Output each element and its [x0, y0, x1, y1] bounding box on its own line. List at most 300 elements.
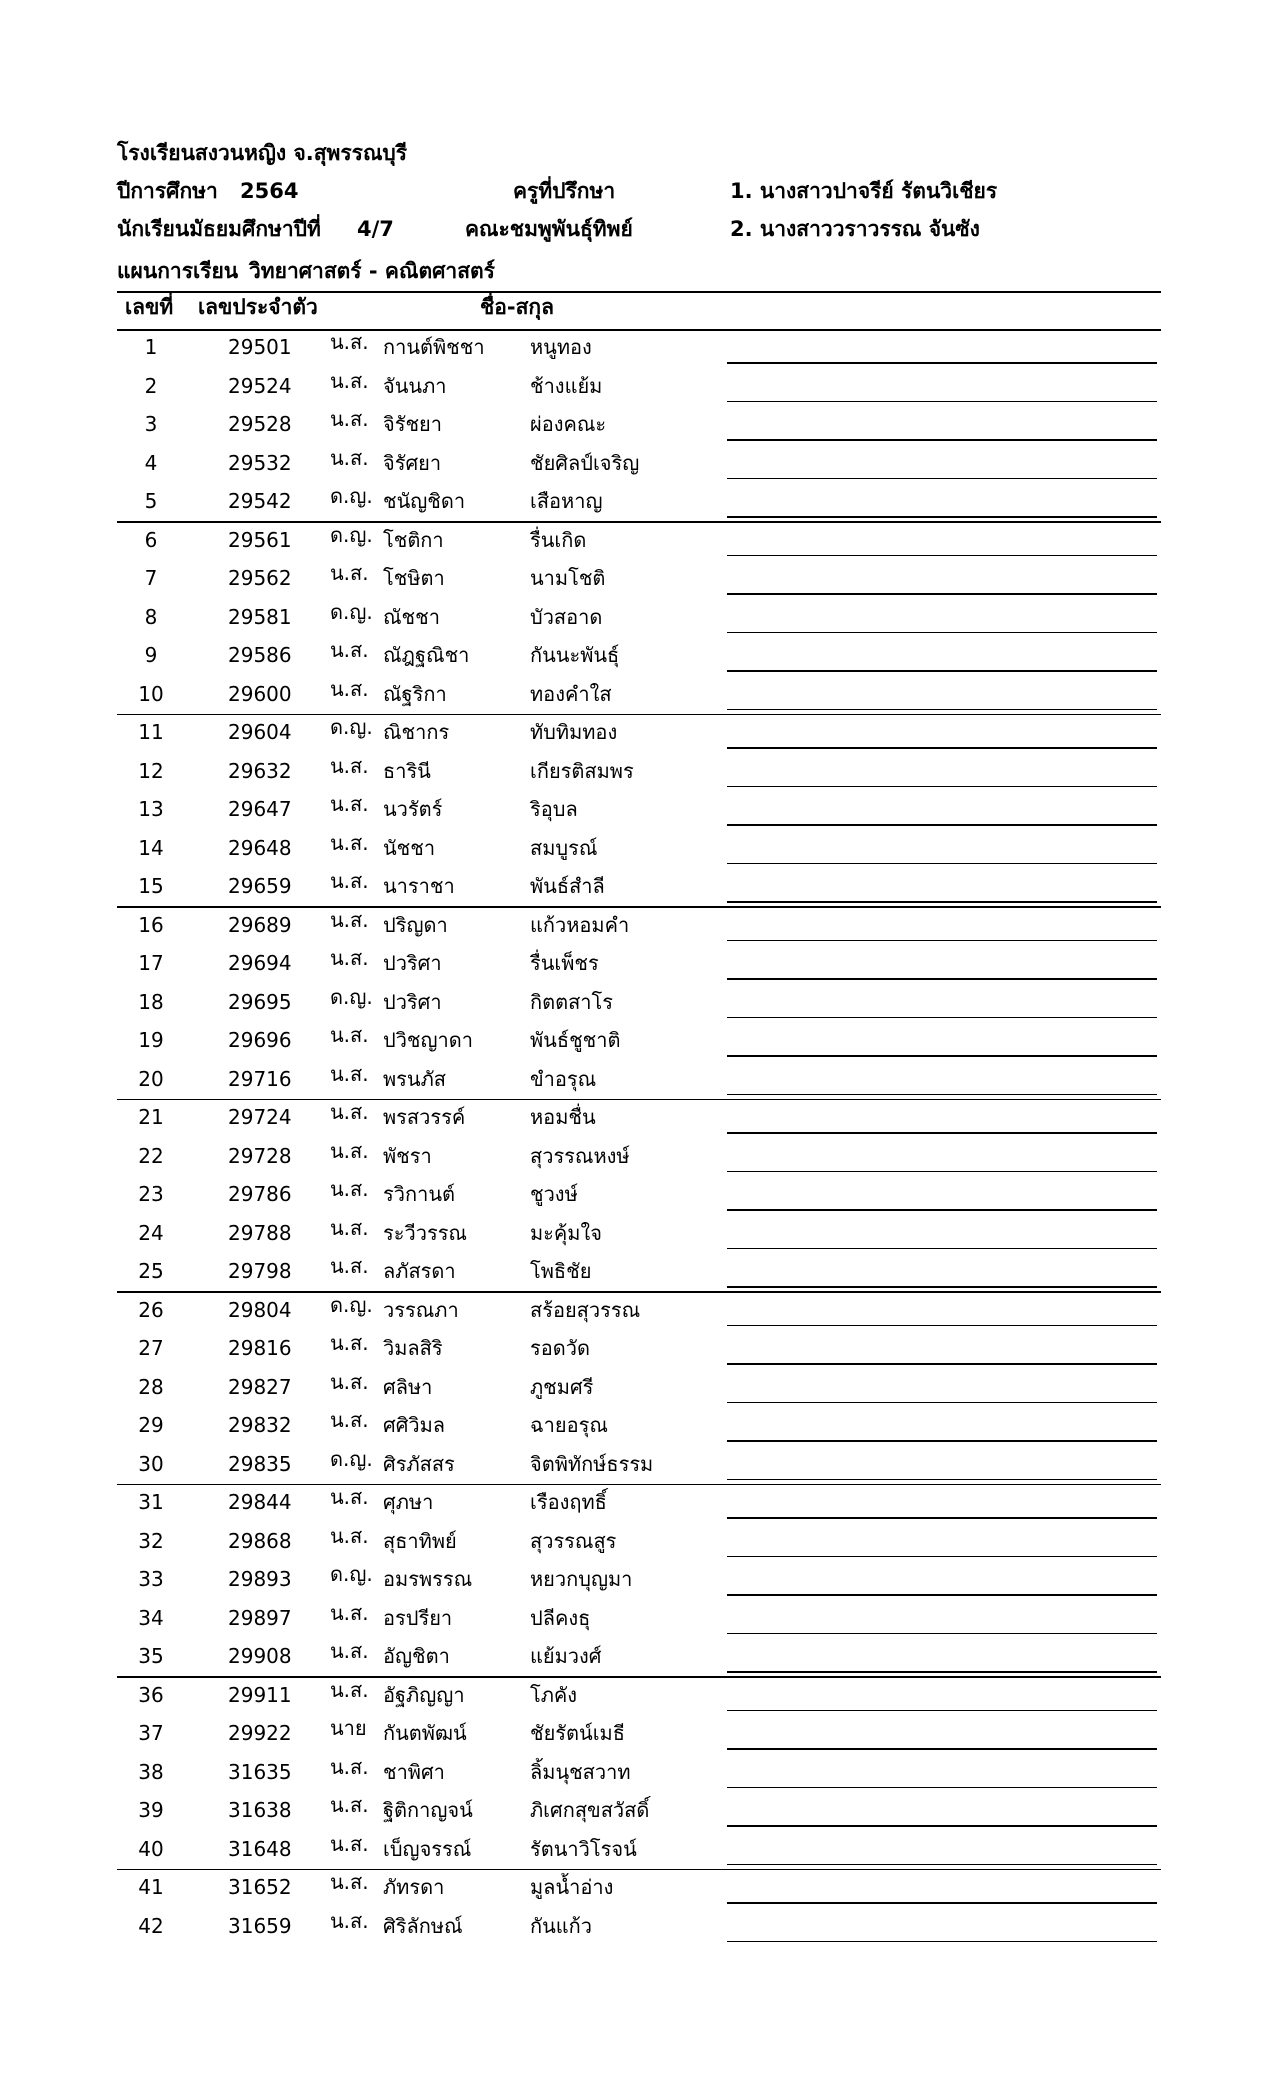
student-number: 2	[144, 373, 158, 398]
signature-line	[727, 1440, 1157, 1442]
student-id: 29532	[228, 450, 292, 475]
school-name: โรงเรียนสงวนหญิง จ.สุพรรณบุรี	[117, 141, 408, 165]
student-id: 29696	[228, 1028, 292, 1052]
student-last-name: หอมชื่น	[530, 1105, 596, 1129]
student-title: ด.ญ.	[330, 484, 373, 508]
student-first-name: ศิรภัสสร	[383, 1451, 455, 1476]
student-last-name: ชัยศิลป์เจริญ	[530, 450, 640, 475]
student-id: 29835	[228, 1451, 292, 1476]
advisor-label: ครูที่ปรึกษา	[513, 179, 616, 203]
student-number: 40	[138, 1836, 164, 1861]
student-id: 29716	[228, 1066, 292, 1091]
class-level: 4/7	[357, 217, 394, 241]
signature-line	[727, 1017, 1157, 1019]
table-row	[0, 868, 1275, 907]
table-row	[0, 637, 1275, 676]
student-id: 29524	[228, 373, 292, 398]
student-first-name: วรรณภา	[383, 1297, 459, 1322]
table-row	[0, 1407, 1275, 1446]
student-first-name: ชาพิศา	[383, 1759, 445, 1784]
student-last-name: พันธ์ชูชาติ	[530, 1028, 621, 1052]
table-row	[0, 1330, 1275, 1369]
student-last-name: ปลีคงธุ	[530, 1605, 591, 1630]
student-last-name: ชูวงษ์	[530, 1182, 578, 1206]
student-first-name: นัชชา	[383, 835, 436, 860]
student-title: น.ส.	[330, 1177, 369, 1201]
student-id: 29832	[228, 1413, 292, 1437]
student-last-name: รื่นเพ็ชร	[530, 951, 599, 975]
student-number: 23	[138, 1182, 164, 1206]
table-row	[0, 1908, 1275, 1947]
table-row	[0, 830, 1275, 869]
table-row	[0, 984, 1275, 1023]
table-row	[0, 1099, 1275, 1138]
table-row	[0, 945, 1275, 984]
student-title: น.ส.	[330, 1254, 369, 1278]
table-row	[0, 483, 1275, 522]
student-first-name: ฐิติกาญจน์	[383, 1798, 473, 1822]
student-title: น.ส.	[330, 1061, 369, 1086]
student-id: 29786	[228, 1182, 292, 1206]
student-first-name: ปวริศา	[383, 989, 442, 1014]
signature-line	[727, 1248, 1157, 1250]
advisor-1: 1. นางสาวปาจรีย์ รัตนวิเชียร	[730, 179, 998, 203]
signature-line	[727, 1325, 1157, 1327]
table-row	[0, 1446, 1275, 1485]
student-id: 29798	[228, 1259, 292, 1283]
student-id: 29724	[228, 1105, 292, 1129]
signature-line	[727, 593, 1157, 595]
student-number: 25	[138, 1259, 164, 1283]
student-last-name: มะคุ้มใจ	[530, 1220, 602, 1245]
student-last-name: บัวสอาด	[530, 604, 603, 629]
student-first-name: โชษิตา	[383, 566, 445, 590]
student-last-name: กิตตสาโร	[530, 989, 614, 1014]
signature-line	[727, 1286, 1157, 1288]
student-id: 29911	[228, 1682, 292, 1707]
table-row	[0, 329, 1275, 368]
student-id: 31638	[228, 1798, 292, 1822]
student-number: 20	[138, 1066, 164, 1091]
signature-line	[727, 1710, 1157, 1712]
student-title: น.ส.	[330, 407, 369, 431]
signature-line	[727, 1941, 1157, 1943]
table-row	[0, 1215, 1275, 1254]
student-first-name: ปริญดา	[383, 912, 448, 937]
student-first-name: พัชรา	[383, 1143, 432, 1168]
signature-line	[727, 824, 1157, 826]
student-last-name: กันนะพันธุ์	[530, 643, 620, 667]
student-last-name: ขำอรุณ	[530, 1066, 597, 1091]
student-last-name: ผ่องคณะ	[530, 412, 607, 436]
student-title: ด.ญ.	[330, 522, 373, 547]
student-id: 29844	[228, 1490, 292, 1514]
table-row	[0, 1484, 1275, 1523]
signature-line	[727, 1748, 1157, 1750]
student-id: 29632	[228, 758, 292, 783]
student-number: 31	[138, 1490, 164, 1514]
student-id: 29827	[228, 1374, 292, 1399]
student-number: 21	[138, 1105, 164, 1129]
student-number: 35	[138, 1644, 164, 1668]
student-last-name: ภิเศกสุขสวัสดิ์	[530, 1798, 650, 1822]
table-row	[0, 1792, 1275, 1831]
student-title: น.ส.	[330, 1908, 369, 1933]
student-id: 29816	[228, 1336, 292, 1360]
student-id: 31648	[228, 1836, 292, 1861]
table-row	[0, 1022, 1275, 1061]
student-first-name: พรสวรรค์	[383, 1105, 466, 1129]
signature-line	[727, 1055, 1157, 1057]
student-first-name: ณัฐริกา	[383, 681, 447, 706]
student-title: น.ส.	[330, 1754, 369, 1779]
table-row	[0, 1754, 1275, 1793]
student-last-name: โภคัง	[530, 1682, 578, 1707]
student-first-name: นาราชา	[383, 874, 455, 898]
student-first-name: จิรัศยา	[383, 450, 442, 475]
student-last-name: นามโชติ	[530, 566, 606, 590]
student-first-name: นวรัตร์	[383, 797, 443, 821]
student-title: น.ส.	[330, 445, 369, 470]
student-id: 29561	[228, 527, 292, 552]
student-title: น.ส.	[330, 638, 369, 662]
signature-line	[727, 1402, 1157, 1404]
student-first-name: จิรัชยา	[383, 412, 442, 436]
student-last-name: รอดวัด	[530, 1336, 590, 1360]
student-first-name: รวิกานต์	[383, 1182, 455, 1206]
student-number: 41	[138, 1875, 164, 1899]
student-id: 29788	[228, 1220, 292, 1245]
table-row	[0, 406, 1275, 445]
table-row	[0, 368, 1275, 407]
student-last-name: ชัยรัตน์เมธี	[530, 1721, 625, 1745]
student-first-name: อัญชิตา	[383, 1644, 450, 1668]
column-header-id: เลขประจำตัว	[198, 295, 318, 319]
student-title: ด.ญ.	[330, 1562, 373, 1586]
student-last-name: หยวกบุญมา	[530, 1567, 633, 1591]
student-title: น.ส.	[330, 1331, 369, 1355]
signature-line	[727, 863, 1157, 865]
student-id: 29868	[228, 1528, 292, 1553]
student-first-name: ณิชากร	[383, 720, 450, 744]
student-number: 9	[144, 643, 158, 667]
student-title: น.ส.	[330, 946, 369, 970]
student-id: 29804	[228, 1297, 292, 1322]
student-number: 19	[138, 1028, 164, 1052]
signature-line	[727, 1787, 1157, 1789]
signature-line	[727, 786, 1157, 788]
signature-line	[727, 1671, 1157, 1673]
student-last-name: แย้มวงศ์	[530, 1644, 602, 1668]
student-first-name: กานต์พิชชา	[383, 335, 485, 359]
student-title: น.ส.	[330, 753, 369, 778]
student-number: 28	[138, 1374, 164, 1399]
student-title: น.ส.	[330, 792, 369, 816]
student-title: น.ส.	[330, 1485, 369, 1509]
signature-line	[727, 709, 1157, 711]
student-last-name: สมบูรณ์	[530, 835, 598, 860]
student-first-name: ณัชชา	[383, 604, 440, 629]
student-title: น.ส.	[330, 830, 369, 855]
student-last-name: สร้อยสุวรรณ	[530, 1297, 641, 1322]
student-title: น.ส.	[330, 676, 369, 701]
table-row	[0, 1138, 1275, 1177]
student-first-name: สุธาทิพย์	[383, 1528, 457, 1553]
student-first-name: ระวีวรรณ	[383, 1220, 467, 1245]
student-last-name: โพธิชัย	[530, 1259, 592, 1283]
student-last-name: จิตพิทักษ์ธรรม	[530, 1451, 654, 1476]
student-number: 12	[138, 758, 164, 783]
student-number: 39	[138, 1798, 164, 1822]
signature-line	[727, 362, 1157, 364]
student-number: 27	[138, 1336, 164, 1360]
student-id: 29897	[228, 1605, 292, 1630]
student-last-name: เรืองฤทธิ์	[530, 1490, 607, 1514]
student-last-name: ช้างแย้ม	[530, 373, 603, 398]
student-last-name: ทองคำใส	[530, 681, 612, 706]
student-last-name: รื่นเกิด	[530, 527, 587, 552]
student-number: 38	[138, 1759, 164, 1784]
student-id: 29728	[228, 1143, 292, 1168]
student-title: น.ส.	[330, 1138, 369, 1163]
signature-line	[727, 1902, 1157, 1904]
student-first-name: ปวิชญาดา	[383, 1028, 473, 1052]
signature-line	[727, 978, 1157, 980]
student-number: 32	[138, 1528, 164, 1553]
student-first-name: ปวริศา	[383, 951, 442, 975]
student-number: 4	[144, 450, 158, 475]
student-first-name: วิมลสิริ	[383, 1336, 443, 1360]
study-plan-label: แผนการเรียน	[117, 259, 239, 283]
table-row	[0, 445, 1275, 484]
student-id: 29604	[228, 720, 292, 744]
student-number: 5	[144, 489, 158, 513]
color-group: คณะชมพูพันธุ์ทิพย์	[465, 217, 633, 241]
student-title: น.ส.	[330, 1870, 369, 1894]
student-id: 31635	[228, 1759, 292, 1784]
student-id: 29922	[228, 1721, 292, 1745]
student-number: 1	[144, 335, 158, 359]
student-list	[0, 329, 1275, 1946]
student-number: 22	[138, 1143, 164, 1168]
student-id: 29695	[228, 989, 292, 1014]
signature-line	[727, 516, 1157, 518]
student-last-name: รัตนาวิโรจน์	[530, 1836, 637, 1861]
student-first-name: อรปรียา	[383, 1605, 453, 1630]
signature-line	[727, 1864, 1157, 1866]
student-first-name: ลภัสรดา	[383, 1259, 456, 1283]
academic-year: 2564	[240, 179, 299, 203]
student-id: 29694	[228, 951, 292, 975]
student-id: 29501	[228, 335, 292, 359]
student-title: น.ส.	[330, 368, 369, 393]
student-last-name: ภูชมศรี	[530, 1374, 594, 1399]
table-row	[0, 599, 1275, 638]
signature-line	[727, 1633, 1157, 1635]
table-row	[0, 1369, 1275, 1408]
student-title: ด.ญ.	[330, 715, 373, 739]
student-title: ด.ญ.	[330, 599, 373, 624]
student-title: นาย	[330, 1716, 367, 1740]
signature-line	[727, 1825, 1157, 1827]
student-number: 26	[138, 1297, 164, 1322]
signature-line	[727, 670, 1157, 672]
student-title: น.ส.	[330, 1600, 369, 1625]
student-first-name: ศลิษา	[383, 1374, 433, 1399]
student-last-name: เสือหาญ	[530, 489, 603, 513]
student-title: ด.ญ.	[330, 1446, 373, 1471]
student-id: 29908	[228, 1644, 292, 1668]
student-first-name: ศุภษา	[383, 1490, 434, 1514]
student-number: 8	[144, 604, 158, 629]
student-last-name: กันแก้ว	[530, 1913, 593, 1938]
student-first-name: อมรพรรณ	[383, 1567, 473, 1591]
student-last-name: สุวรรณสูร	[530, 1528, 617, 1553]
signature-line	[727, 478, 1157, 480]
student-last-name: มูลน้ำอ่าง	[530, 1875, 614, 1899]
table-row	[0, 1176, 1275, 1215]
student-id: 29647	[228, 797, 292, 821]
student-number: 17	[138, 951, 164, 975]
student-first-name: ธารินี	[383, 758, 431, 783]
signature-line	[727, 1171, 1157, 1173]
student-last-name: ริอุบล	[530, 797, 578, 821]
table-row	[0, 1253, 1275, 1292]
student-title: ด.ญ.	[330, 1292, 373, 1317]
signature-line	[727, 401, 1157, 403]
student-id: 29586	[228, 643, 292, 667]
student-last-name: สุวรรณหงษ์	[530, 1143, 630, 1168]
student-title: น.ส.	[330, 869, 369, 893]
student-id: 31659	[228, 1913, 292, 1938]
student-id: 29659	[228, 874, 292, 898]
student-id: 29648	[228, 835, 292, 860]
table-top-rule	[117, 291, 1161, 293]
signature-line	[727, 901, 1157, 903]
student-last-name: เกียรติสมพร	[530, 758, 634, 783]
student-first-name: ชนัญชิดา	[383, 489, 466, 513]
student-title: น.ส.	[330, 1215, 369, 1240]
student-first-name: จันนภา	[383, 373, 447, 398]
student-title: น.ส.	[330, 1023, 369, 1047]
table-row	[0, 1638, 1275, 1677]
student-number: 15	[138, 874, 164, 898]
student-title: น.ส.	[330, 1639, 369, 1663]
column-header-name: ชื่อ-สกุล	[480, 295, 554, 319]
student-title: น.ส.	[330, 1677, 369, 1702]
student-title: น.ส.	[330, 561, 369, 585]
student-title: น.ส.	[330, 1793, 369, 1817]
student-title: น.ส.	[330, 1831, 369, 1856]
student-number: 6	[144, 527, 158, 552]
student-number: 3	[144, 412, 158, 436]
student-number: 24	[138, 1220, 164, 1245]
signature-line	[727, 940, 1157, 942]
table-row	[0, 676, 1275, 715]
student-last-name: ฉายอรุณ	[530, 1413, 608, 1437]
student-title: น.ส.	[330, 1369, 369, 1394]
table-row	[0, 522, 1275, 561]
student-first-name: เบ็ญจรรณ์	[383, 1836, 472, 1861]
student-number: 33	[138, 1567, 164, 1591]
signature-line	[727, 1132, 1157, 1134]
student-number: 7	[144, 566, 158, 590]
student-number: 37	[138, 1721, 164, 1745]
student-id: 29562	[228, 566, 292, 590]
study-plan: วิทยาศาสตร์ - คณิตศาสตร์	[249, 259, 495, 283]
student-first-name: ศศิวิมล	[383, 1413, 446, 1437]
student-first-name: ภัทรดา	[383, 1875, 445, 1899]
student-number: 16	[138, 912, 164, 937]
class-level-label: นักเรียนมัธยมศึกษาปีที่	[117, 217, 321, 241]
student-id: 29528	[228, 412, 292, 436]
student-title: น.ส.	[330, 907, 369, 932]
student-last-name: พันธ์สำลี	[530, 874, 605, 898]
table-row	[0, 907, 1275, 946]
table-row	[0, 791, 1275, 830]
signature-line	[727, 632, 1157, 634]
signature-line	[727, 1209, 1157, 1211]
student-last-name: แก้วหอมคำ	[530, 912, 630, 937]
student-last-name: ทับทิมทอง	[530, 720, 618, 744]
academic-year-label: ปีการศึกษา	[117, 179, 218, 203]
table-row	[0, 1061, 1275, 1100]
signature-line	[727, 1517, 1157, 1519]
student-last-name: ลิ้มนุชสวาท	[530, 1759, 631, 1784]
table-row	[0, 560, 1275, 599]
student-id: 29542	[228, 489, 292, 513]
signature-line	[727, 439, 1157, 441]
signature-line	[727, 1363, 1157, 1365]
table-row	[0, 753, 1275, 792]
table-row	[0, 1715, 1275, 1754]
student-number: 29	[138, 1413, 164, 1437]
signature-line	[727, 1556, 1157, 1558]
student-number: 18	[138, 989, 164, 1014]
student-first-name: โชติกา	[383, 527, 444, 552]
table-row	[0, 1600, 1275, 1639]
column-header-no: เลขที่	[125, 295, 174, 319]
student-title: น.ส.	[330, 1408, 369, 1432]
student-title: น.ส.	[330, 1100, 369, 1124]
signature-line	[727, 1594, 1157, 1596]
table-row	[0, 1869, 1275, 1908]
signature-line	[727, 1094, 1157, 1096]
table-row	[0, 1831, 1275, 1870]
student-id: 29689	[228, 912, 292, 937]
student-number: 42	[138, 1913, 164, 1938]
student-number: 30	[138, 1451, 164, 1476]
student-title: น.ส.	[330, 330, 369, 354]
student-number: 14	[138, 835, 164, 860]
student-number: 36	[138, 1682, 164, 1707]
table-row	[0, 1677, 1275, 1716]
student-number: 10	[138, 681, 164, 706]
student-number: 13	[138, 797, 164, 821]
student-number: 11	[138, 720, 164, 744]
student-title: น.ส.	[330, 1523, 369, 1548]
table-row	[0, 1292, 1275, 1331]
student-number: 34	[138, 1605, 164, 1630]
signature-line	[727, 555, 1157, 557]
advisor-2: 2. นางสาววราวรรณ จันซัง	[730, 217, 980, 241]
student-id: 29600	[228, 681, 292, 706]
student-first-name: อัฐภิญญา	[383, 1682, 465, 1707]
student-first-name: พรนภัส	[383, 1066, 446, 1091]
student-id: 31652	[228, 1875, 292, 1899]
table-row	[0, 1523, 1275, 1562]
student-first-name: ณัฎฐณิชา	[383, 643, 470, 667]
